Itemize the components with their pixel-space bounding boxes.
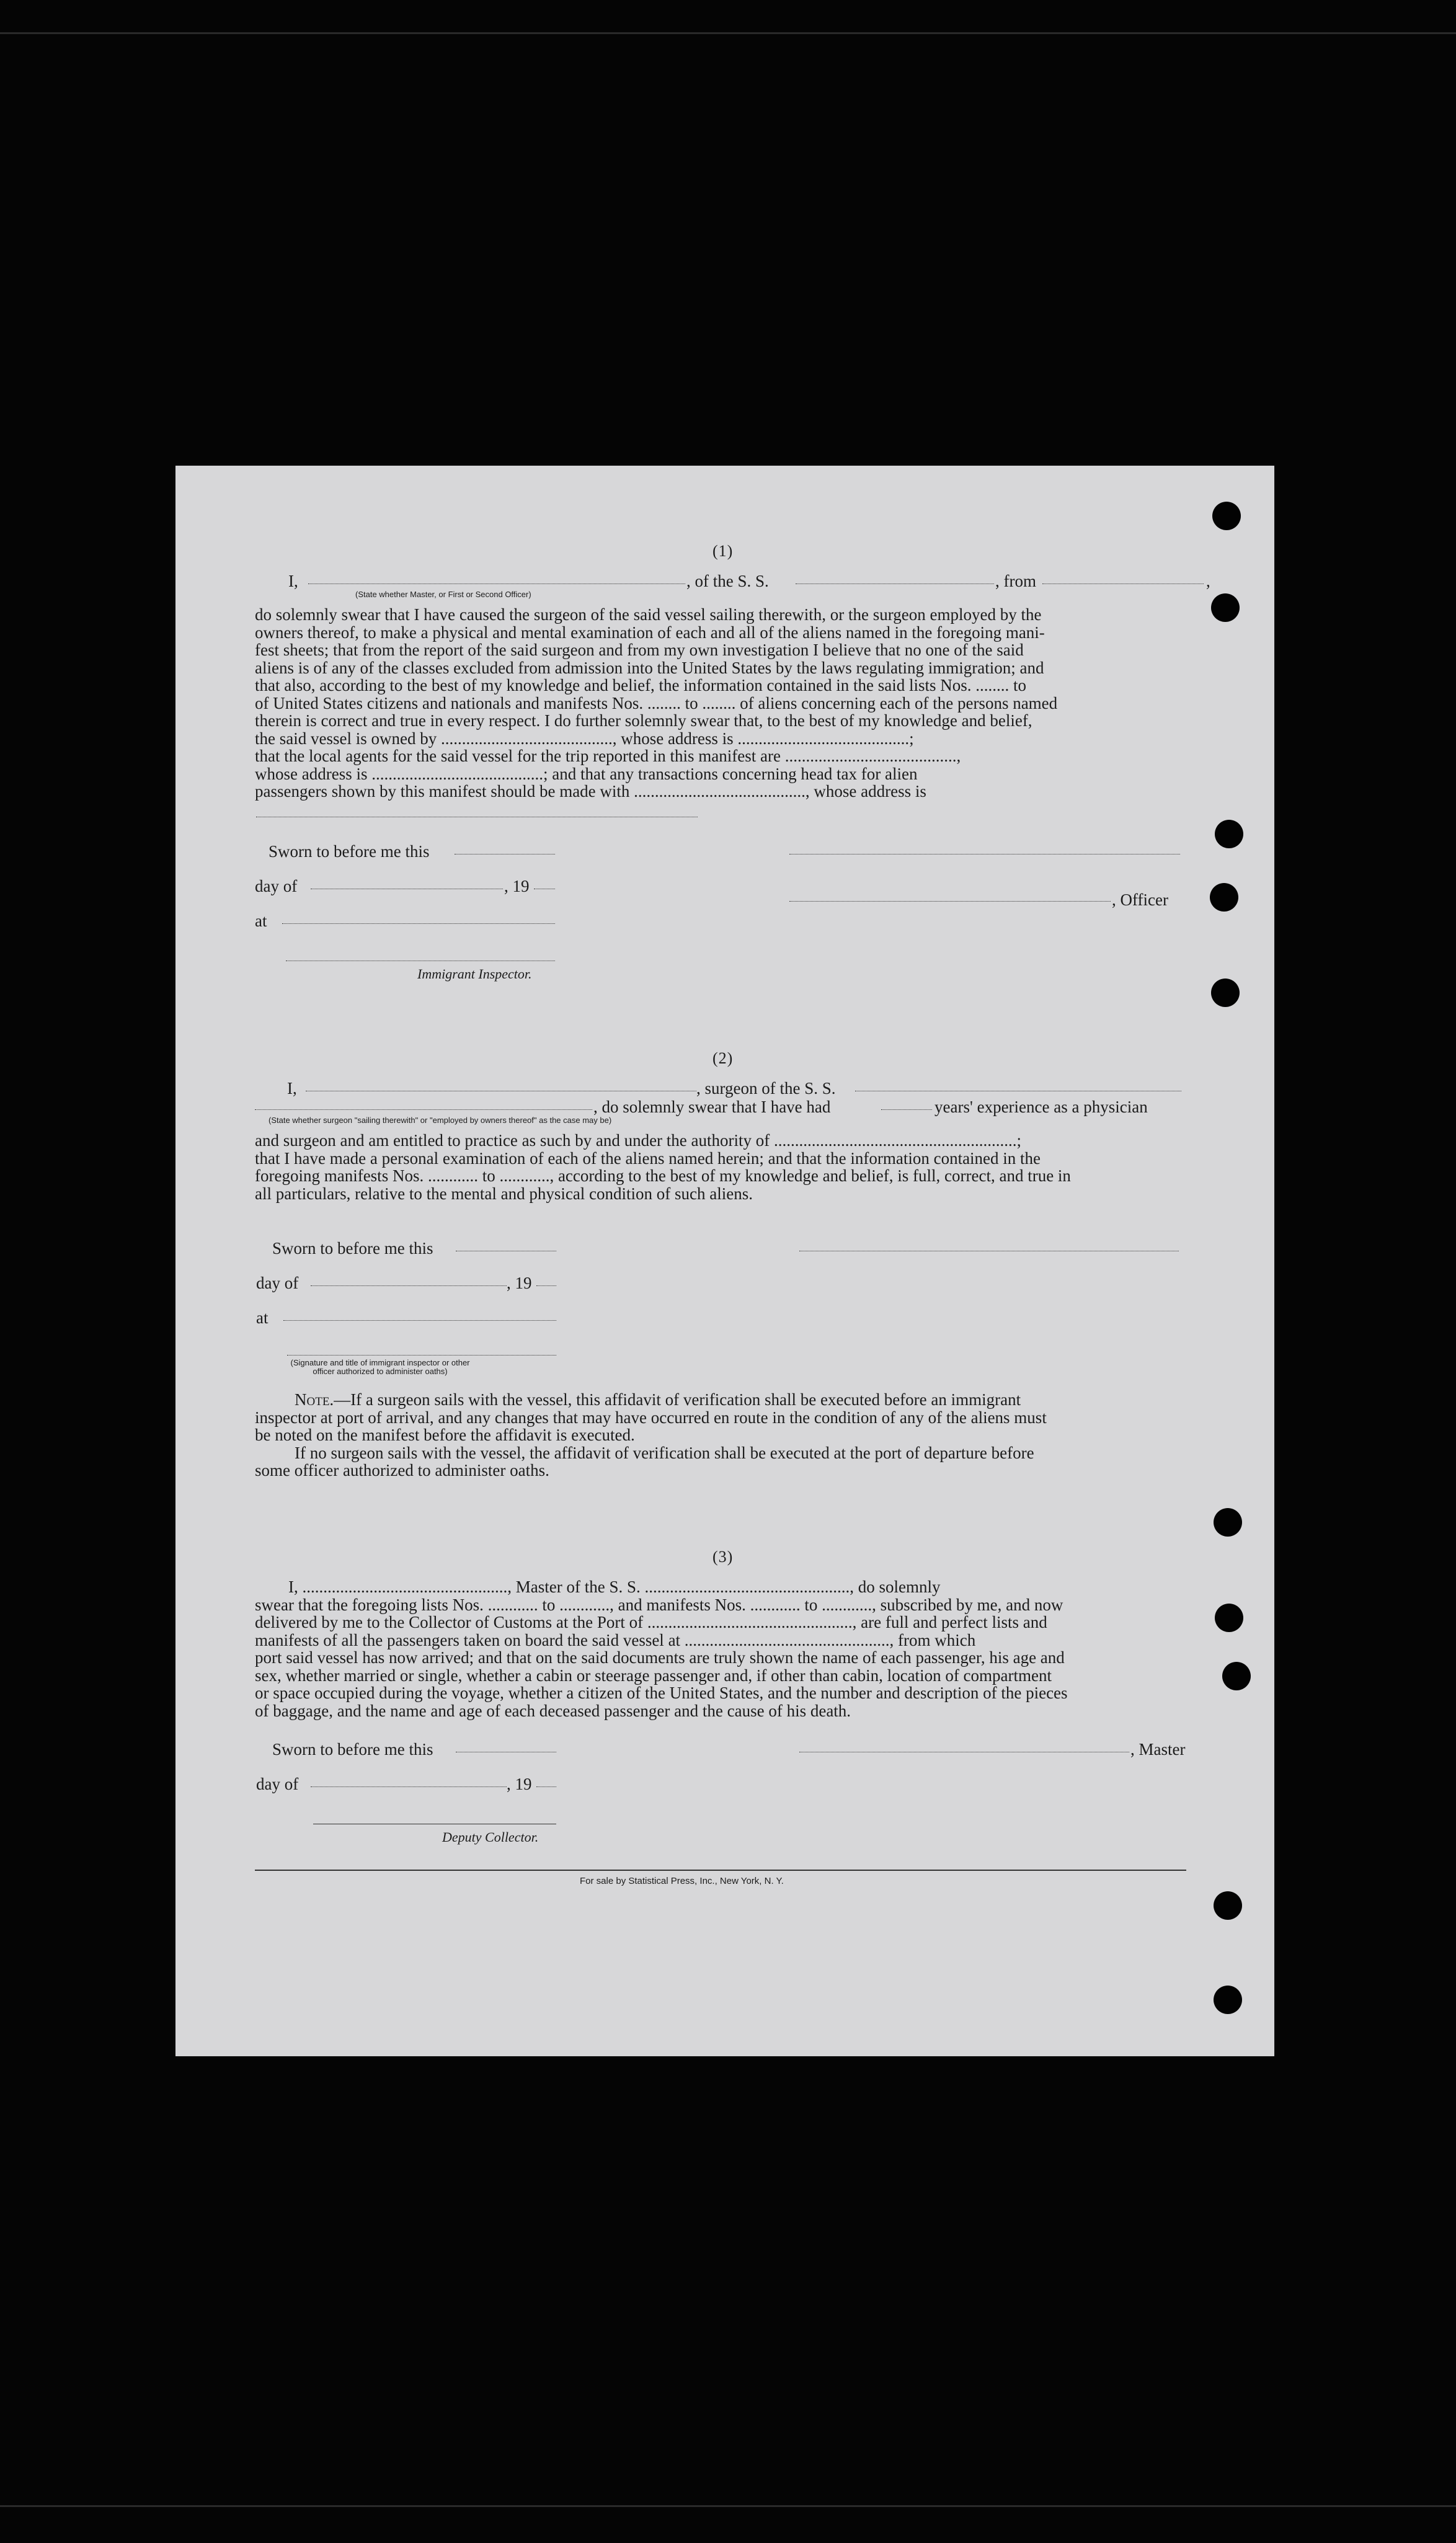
section-1-line: do solemnly swear that I have caused the surgeon of the said vessel sailing therewith, or the surgeon employed by the (255, 605, 1042, 624)
year-label-3: , 19 (507, 1775, 532, 1793)
section-1-from-label: , from (995, 572, 1036, 590)
punch-hole (1211, 593, 1240, 622)
note-line (255, 1391, 1186, 1409)
section-2-number: (2) (712, 1049, 734, 1067)
section-2-line: foregoing manifests Nos. ............ to ............, according to the best of my knowledge and belief, is full, correct, and true in (255, 1166, 1071, 1185)
section-3-line: I, ................................................., Master of the S. S. ................................................., do solemnly (288, 1578, 941, 1596)
punch-hole (1222, 1662, 1251, 1690)
film-edge-top (0, 32, 1456, 34)
section-3-line: swear that the foregoing lists Nos. ............ to ............, and manifests Nos. ............ to ............, subscribed by me, and now (255, 1595, 1063, 1614)
punch-hole (1214, 1986, 1242, 2014)
note-line: be noted on the manifest before the affidavit is executed. (255, 1426, 635, 1444)
punch-hole (1214, 1508, 1242, 1537)
sworn-label-3: Sworn to before me this (272, 1740, 433, 1759)
section-2-note-block (255, 1391, 1186, 1480)
year-label-1: , 19 (504, 877, 530, 895)
section-2-line: and surgeon and am entitled to practice as such by and under the authority of ..........................................................; (255, 1131, 1022, 1150)
note-text: —If a surgeon sails with the vessel, this affidavit of verification shall be executed before an immigrant (334, 1390, 1021, 1409)
section-3-number: (3) (712, 1548, 734, 1566)
at-blank-1 (282, 923, 555, 924)
punch-hole (1214, 1891, 1242, 1920)
section-3-line: manifests of all the passengers taken on board the said vessel at ................................................., from which (255, 1630, 976, 1649)
footer-divider (255, 1870, 1186, 1871)
section-2-i: I, (287, 1079, 297, 1098)
section-1-line: of United States citizens and nationals and manifests Nos. ........ to ........ of aliens concerning each of the persons named (255, 693, 1058, 712)
section-1-i: I, (288, 572, 298, 590)
year-blank-3 (536, 1786, 556, 1787)
day-blank-2 (311, 1285, 507, 1286)
section-1-line: fest sheets; that from the report of the said surgeon and from my own investigation I believe that no one of the said (255, 641, 1024, 659)
master-label: , Master (1130, 1740, 1186, 1759)
section-3-line: delivered by me to the Collector of Customs at the Port of ................................................., are full and perfect lists and (255, 1613, 1047, 1631)
section-1-line: that also, according to the best of my knowledge and belief, the information contained in the said lists Nos. ........ to (255, 676, 1026, 695)
section-2-body (255, 1132, 1186, 1202)
years-blank (881, 1109, 932, 1110)
swear-label: , do solemnly swear that I have had (593, 1098, 831, 1116)
at-label-2: at (256, 1308, 269, 1327)
punch-hole (1215, 1604, 1243, 1632)
punch-hole (1215, 820, 1243, 848)
sworn-label-1: Sworn to before me this (269, 842, 430, 861)
authority-signature-blank (287, 1355, 556, 1356)
section-1-note: (State whether Master, or First or Second Officer) (355, 590, 531, 599)
authority-caption: (Signature and title of immigrant inspector or other officer authorized to administer oaths) (290, 1358, 470, 1376)
punch-hole (1212, 502, 1241, 530)
section-1-body (255, 606, 1186, 801)
section-3-body (255, 1578, 1186, 1720)
deputy-collector-caption: Deputy Collector. (442, 1829, 539, 1845)
printer-footer: For sale by Statistical Press, Inc., New York, N. Y. (580, 1876, 784, 1886)
note-line: some officer authorized to administer oaths. (255, 1461, 549, 1480)
section-3-line: port said vessel has now arrived; and that on the said documents are truly shown the name of each passenger, his age and (255, 1648, 1065, 1667)
section-1-line: owners thereof, to make a physical and mental examination of each and all of the aliens named in the foregoing mani- (255, 623, 1045, 642)
years-experience-label: years' experience as a physician (934, 1098, 1148, 1116)
section-1-line: whose address is .........................................; and that any transactions concerning head tax for alien (255, 764, 918, 783)
at-blank-2 (283, 1320, 556, 1321)
section-1-line: passengers shown by this manifest should be made with ........................................., whose address is (255, 782, 926, 801)
film-edge-bottom (0, 2505, 1456, 2507)
note-line: inspector at port of arrival, and any changes that may have occurred en route in the condition of any of the aliens must (255, 1408, 1047, 1427)
section-1-number: (1) (712, 542, 734, 560)
section-2-note: (State whether surgeon "sailing therewith" or "employed by owners thereof" as the case may be) (269, 1116, 612, 1125)
section-2-line: all particulars, relative to the mental and physical condition of such aliens. (255, 1184, 753, 1203)
at-label-1: at (255, 912, 267, 930)
section-1-comma: , (1206, 572, 1210, 590)
surgeon-type-blank (255, 1109, 592, 1110)
section-3-line: sex, whether married or single, whether a cabin or steerage passenger and, if other than cabin, location of compartment (255, 1666, 1052, 1685)
year-blank-2 (536, 1285, 556, 1286)
day-blank-3 (311, 1786, 507, 1787)
punch-hole (1211, 979, 1240, 1007)
section-1-line: the said vessel is owned by ........................................., whose address is .........................................; (255, 729, 914, 748)
immigrant-inspector-caption: Immigrant Inspector. (417, 966, 532, 982)
officer-blank (789, 901, 1111, 902)
section-3-line: of baggage, and the name and age of each deceased passenger and the cause of his death. (255, 1701, 851, 1720)
punch-hole (1210, 883, 1238, 912)
surgeon-of-label: , surgeon of the S. S. (696, 1079, 836, 1098)
note-label: Note. (295, 1390, 334, 1409)
section-3-line: or space occupied during the voyage, whether a citizen of the United States, and the number and description of the pieces (255, 1684, 1068, 1702)
day-of-label-1: day of (255, 877, 298, 895)
section-1-ss-label: , of the S. S. (686, 572, 769, 590)
day-of-label-3: day of (256, 1775, 299, 1793)
year-label-2: , 19 (507, 1274, 532, 1292)
day-of-label-2: day of (256, 1274, 299, 1292)
sworn-label-2: Sworn to before me this (272, 1239, 433, 1258)
manifest-page (175, 466, 1274, 2056)
officer-label: , Officer (1112, 890, 1168, 909)
section-1-line: that the local agents for the said vessel for the trip reported in this manifest are ........................................., (255, 747, 961, 765)
section-2-line: that I have made a personal examination of each of the aliens named herein; and that the information contained in the (255, 1148, 1041, 1168)
section-1-line: aliens is of any of the classes excluded from admission into the United States by the laws regulating immigration; and (255, 658, 1044, 677)
section-1-line: therein is correct and true in every respect. I do further solemnly swear that, to the best of my knowledge and belief, (255, 711, 1032, 730)
note-line: If no surgeon sails with the vessel, the affidavit of verification shall be executed at the port of departure before (295, 1443, 1034, 1462)
